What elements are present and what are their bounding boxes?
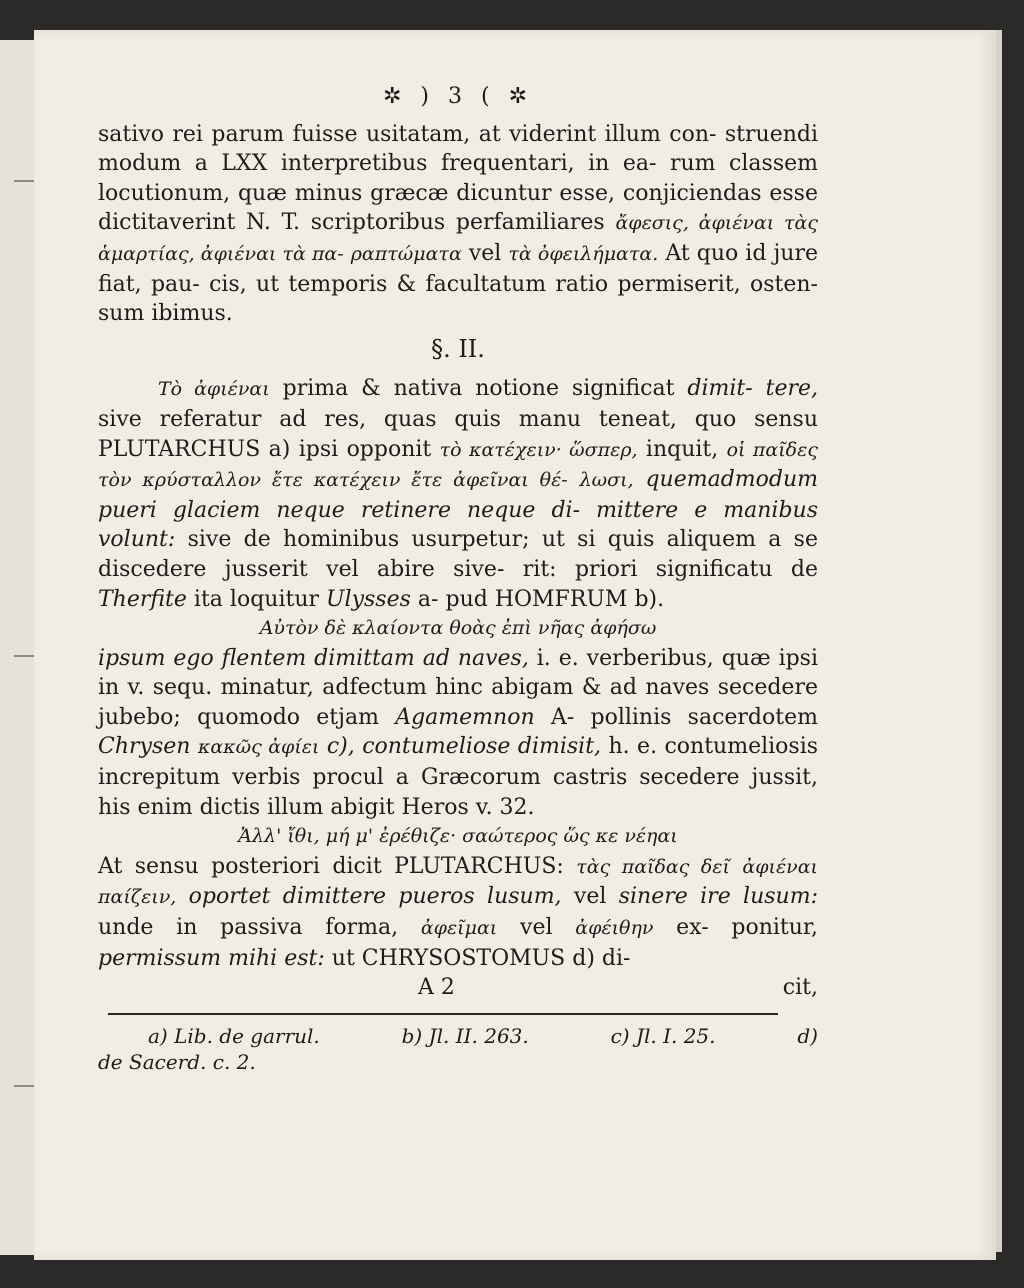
- text-line: A-: [550, 704, 575, 730]
- footnote-d: d): [797, 1023, 818, 1048]
- greek-text: τὰς παῖδας δεῖ: [576, 855, 730, 878]
- text-line: unde in passiva forma,: [98, 915, 399, 941]
- text-line: sive de hominibus usurpetur;: [187, 527, 530, 553]
- verse-quote: Αὐτὸν δὲ κλαίοντα θοὰς ἐπὶ νῆας ἀφήσω: [259, 617, 657, 640]
- text-line: rit: priori significatu de: [522, 556, 818, 582]
- text-line: prima & nativa notione significat: [282, 376, 675, 402]
- text-line: pollinis sacerdotem: [590, 704, 818, 730]
- italic-text: mittere e manibus volunt:: [98, 497, 818, 553]
- left-page-edge: [0, 40, 36, 1255]
- text-line: sensu PLUTARCHUS a) ipsi opponit: [98, 406, 818, 462]
- page-text: [98, 82, 818, 1075]
- italic-text: sinere: [618, 884, 688, 910]
- paragraph-plutarchus: [98, 852, 818, 973]
- page-number: ) 3 (: [420, 84, 496, 109]
- section-heading: §. II.: [431, 334, 485, 363]
- footnote-rule: [108, 1013, 778, 1015]
- footnote-c: c) Jl. I. 25.: [610, 1023, 716, 1048]
- text-line: i. e. verberibus, quæ: [536, 645, 771, 671]
- greek-text: ἄφεσις, ἀφιέναι τὰς ἁμαρτίας, ἀφιέναι τὰ πα-: [98, 212, 819, 265]
- text-line: h. e. contumeliosis increpitum verbis procul a: [98, 734, 819, 791]
- text-line: naves secedere jubebo; quomodo etjam: [98, 675, 818, 730]
- header-ornament-right: ✲: [508, 84, 534, 109]
- greek-text: ἀφεῖμαι: [420, 917, 498, 940]
- text-line: esse, conjiciendas esse dictitaverint N. T. scriptoribus: [98, 180, 818, 236]
- text-line: sativo rei parum fuisse usitatam, at viderint illum con-: [98, 121, 717, 147]
- italic-text: dimit-: [687, 376, 753, 402]
- signature-mark: A 2: [418, 975, 455, 1001]
- greek-text: Τὸ ἀφιέναι: [158, 378, 270, 401]
- greek-text: ραπτώματα: [350, 242, 462, 265]
- italic-text: contumeliose: [362, 734, 511, 760]
- text-line: perfamiliares: [455, 210, 605, 236]
- greek-text: κακῶς ἀφίει: [197, 736, 320, 759]
- page-header: [98, 82, 818, 112]
- text-line: ut CHRYSOSTOMUS d) di-: [331, 945, 631, 971]
- text-line: ponitur,: [731, 915, 819, 941]
- italic-text: oportet dimittere pueros lusum,: [188, 884, 562, 910]
- footnote-b: b) Jl. II. 263.: [401, 1023, 529, 1048]
- text-line: cis, ut temporis & facultatum ratio permiserit, osten-: [209, 271, 818, 297]
- greek-text: ἀφέιθην: [575, 917, 654, 940]
- text-line: struendi modum a LXX interpretibus frequentari, in ea-: [98, 121, 819, 177]
- text-line: sum ibimus.: [98, 301, 233, 327]
- text-line: pud HOMFRUM b).: [445, 586, 665, 612]
- text-line: rum classem locutionum, quæ minus græcæ dicuntur: [98, 151, 818, 206]
- text-line: At quo id jure fiat, pau-: [98, 240, 819, 297]
- italic-text: Therfite: [98, 586, 187, 612]
- header-ornament-left: ✲: [382, 84, 408, 109]
- italic-text: Chrysen: [98, 734, 191, 760]
- greek-text: λωσι,: [579, 469, 634, 492]
- page-edge: [996, 30, 1002, 1252]
- text-line: vel: [573, 884, 607, 910]
- greek-text: τὸ κατέχειν· ὥσπερ,: [439, 438, 638, 461]
- text-line: a-: [417, 586, 439, 612]
- italic-text: permissum mihi est:: [98, 945, 325, 971]
- italic-text: ire lusum:: [700, 884, 818, 910]
- greek-text: ἀφιέναι παίζειν,: [98, 855, 818, 909]
- catchword: cit,: [782, 975, 818, 1001]
- italic-text: c),: [326, 734, 355, 760]
- text-line: abigit Heros v. 32.: [330, 794, 535, 820]
- paragraph-section-2: [98, 374, 818, 614]
- italic-text: dimisit,: [517, 734, 602, 760]
- italic-text: ipsum ego flentem dimittam ad naves,: [98, 645, 529, 671]
- text-line: At sensu posteriori dicit PLUTARCHUS:: [98, 853, 564, 879]
- text-line: ipsi in v. sequ. minatur, adfectum hinc abigam & ad: [98, 645, 819, 701]
- greek-text: τὰ ὀφειλήματα.: [508, 242, 659, 265]
- text-line: vel: [520, 915, 553, 941]
- text-line: ita loquitur: [193, 586, 320, 612]
- footnote-d-text: de Sacerd. c. 2.: [98, 1049, 256, 1074]
- text-line: inquit,: [645, 436, 719, 462]
- paragraph-intro: [98, 120, 818, 329]
- greek-text: οἱ παῖδες τὸν κρύσταλλον ἔτε κατέχειν ἔτε ἀφεῖναι θέ-: [98, 438, 818, 492]
- verse-quote: Ἀλλ' ἴθι, μή μ' ἐρέθιζε· σαώτερος ὥς κε νέηαι: [238, 825, 678, 848]
- catchline: [98, 973, 818, 1003]
- paragraph-agamemnon: [98, 644, 818, 823]
- footnotes: [98, 1023, 818, 1075]
- text-line: vel: [468, 240, 502, 266]
- italic-text: tere,: [765, 376, 818, 402]
- text-line: ut si quis aliquem a se discedere jusserit vel abire sive-: [98, 527, 818, 582]
- text-line: sive referatur ad res, quas quis manu teneat, quo: [98, 406, 737, 432]
- text-line: Græcorum castris secedere jussit, his enim dictis illum: [98, 765, 818, 820]
- italic-text: Ulysses: [326, 586, 411, 612]
- footnote-row: [98, 1023, 818, 1049]
- italic-text: quemadmodum pueri glaciem neque retinere neque di-: [98, 467, 819, 523]
- italic-text: Agamemnon: [395, 704, 535, 730]
- text-line: ex-: [676, 915, 709, 941]
- footnote-a: a) Lib. de garrul.: [148, 1023, 320, 1048]
